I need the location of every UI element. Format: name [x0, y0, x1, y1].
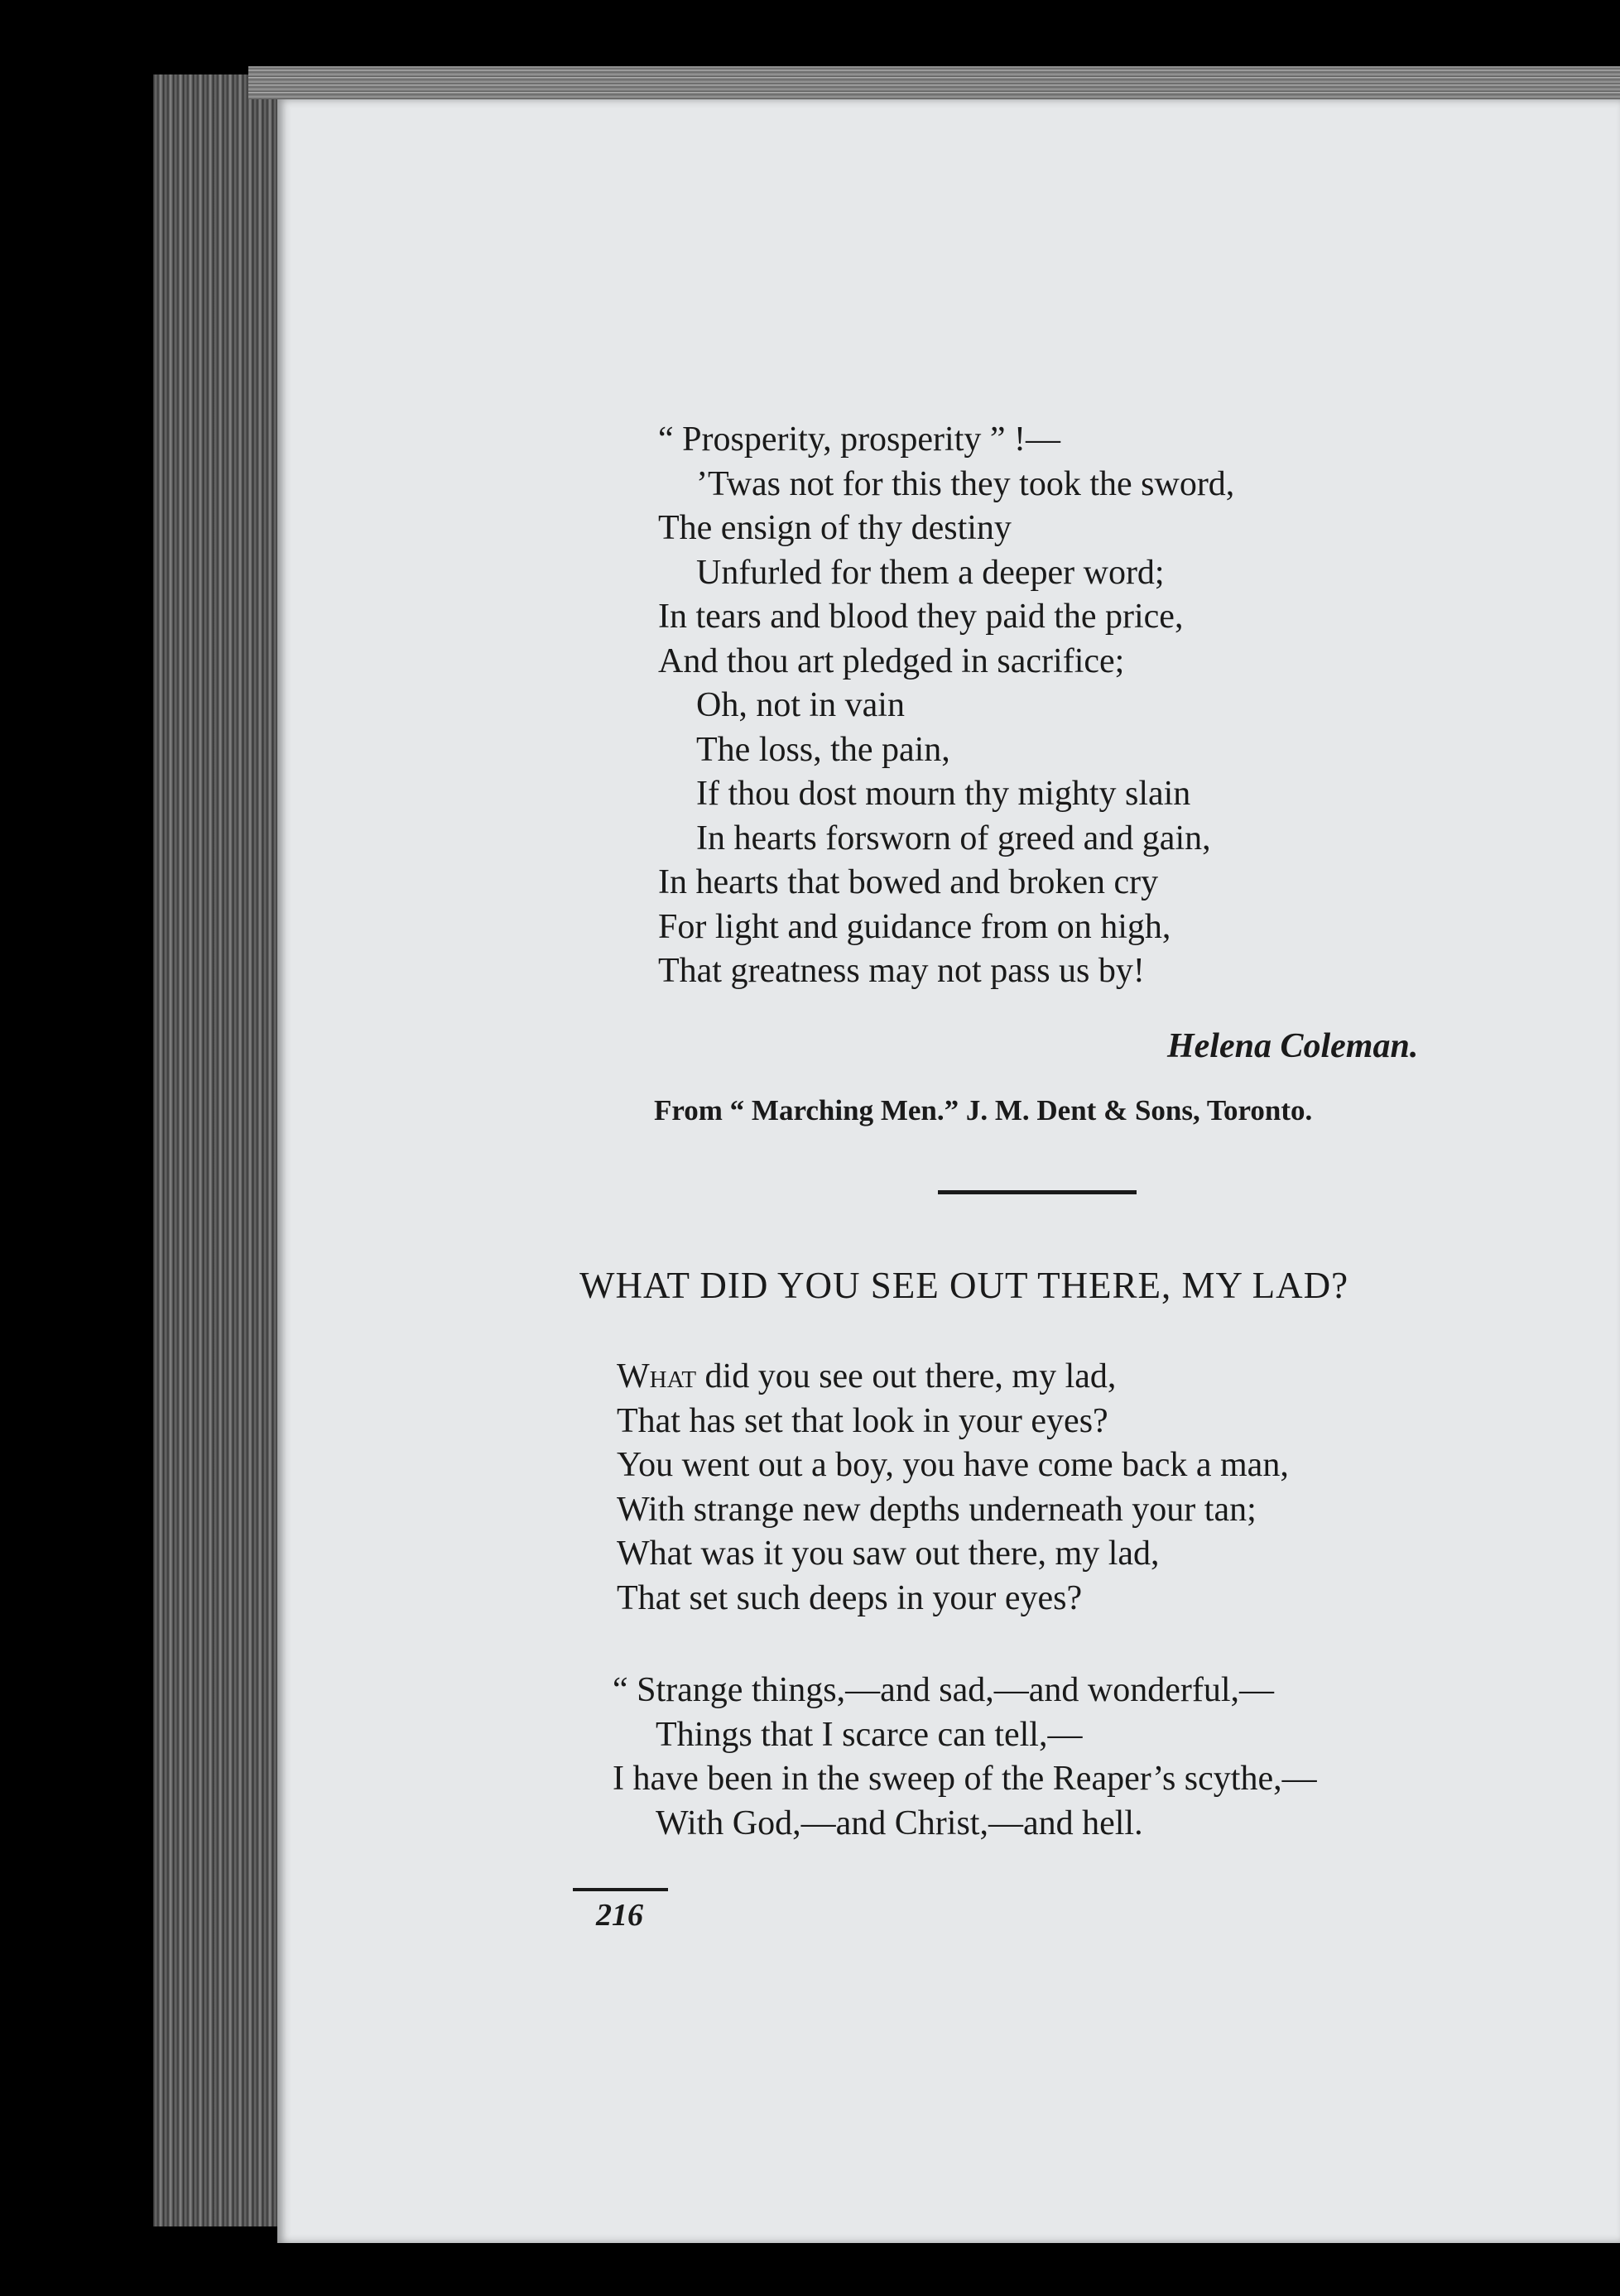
- poem-line: [617, 1355, 1289, 1400]
- poem-line: That set such deeps in your eyes?: [617, 1578, 1083, 1617]
- poem-line: Unfurled for them a deeper word;: [696, 553, 1165, 592]
- section-divider: [938, 1190, 1137, 1194]
- page-edges-top: [248, 66, 1620, 99]
- poem-line: What was it you saw out there, my lad,: [617, 1535, 1160, 1573]
- poem-line: For light and guidance from on high,: [658, 907, 1171, 946]
- poem-line: That has set that look in your eyes?: [617, 1401, 1108, 1440]
- poem-line: If thou dost mourn thy mighty slain: [696, 775, 1191, 813]
- poem-line: Things that I scarce can tell,—: [656, 1715, 1083, 1754]
- poem-line: Oh, not in vain: [696, 686, 905, 724]
- poem-line: ’Twas not for this they took the sword,: [696, 464, 1235, 503]
- poem-line: In hearts forsworn of greed and gain,: [696, 819, 1211, 857]
- poem-line: The loss, the pain,: [696, 730, 950, 769]
- poem-continued: [658, 418, 1234, 994]
- poem-source: From “ Marching Men.” J. M. Dent & Sons, Toronto.: [654, 1094, 1313, 1126]
- poem-line: With God,—and Christ,—and hell.: [656, 1804, 1143, 1842]
- poem-line: The ensign of thy destiny: [658, 509, 1012, 547]
- poem-title: WHAT DID YOU SEE OUT THERE, MY LAD?: [579, 1265, 1349, 1306]
- poem-stanza-1: [617, 1355, 1289, 1621]
- poem-line: And thou art pledged in sacrifice;: [658, 641, 1125, 680]
- poem-line: I have been in the sweep of the Reaper’s scythe,—: [613, 1760, 1317, 1798]
- poem-line: That greatness may not pass us by!: [658, 952, 1145, 990]
- poem-author: Helena Coleman.: [1167, 1027, 1419, 1065]
- poem-line: In tears and blood they paid the price,: [658, 598, 1184, 636]
- poem-line: With strange new depths underneath your tan;: [617, 1490, 1257, 1529]
- poem-line: In hearts that bowed and broken cry: [658, 863, 1159, 901]
- page-number-rule: [573, 1888, 668, 1891]
- first-line-rest: did you see out there, my lad,: [696, 1357, 1117, 1395]
- drop-word: What: [617, 1357, 697, 1395]
- poem-line: You went out a boy, you have come back a man,: [617, 1446, 1289, 1484]
- page-edges: [153, 74, 286, 2226]
- poem-line: “ Prosperity, prosperity ” !—: [658, 420, 1060, 459]
- poem-stanza-2: [613, 1669, 1317, 1846]
- page-number: 216: [596, 1898, 643, 1933]
- poem-line: “ Strange things,—and sad,—and wonderful,—: [613, 1671, 1275, 1709]
